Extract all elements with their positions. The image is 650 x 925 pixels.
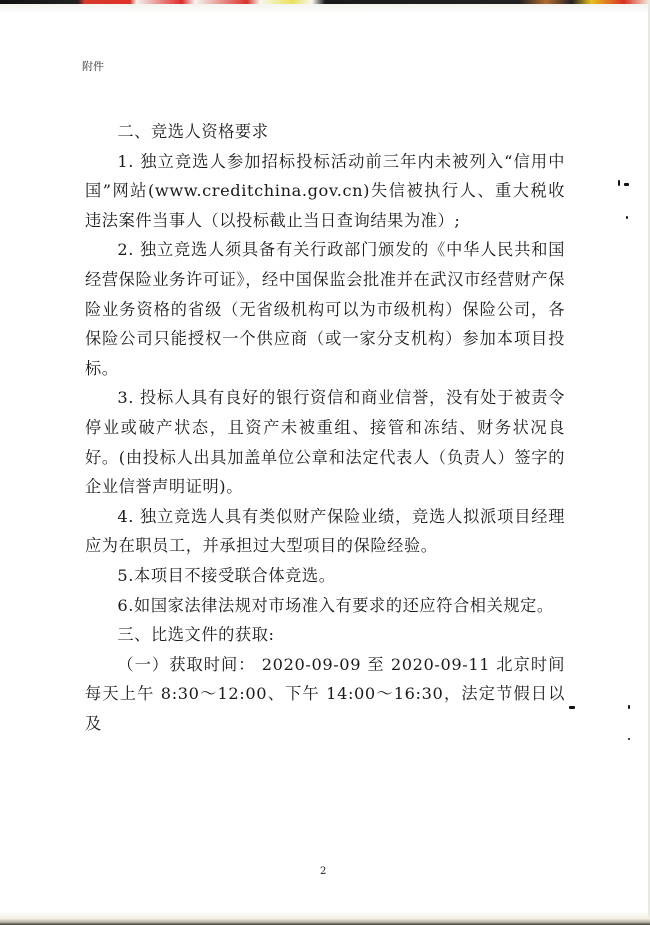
paragraph-requirement-2: 2. 独立竞选人须具备有关行政部门颁发的《中华人民共和国经营保险业务许可证》，经中国保监会批准并在武汉市经营财产保险业务资格的省级（无省级机构可以为市级机构）保险公司，各保险公司只能授权一个供应商（或一家分支机构）参加本项目投标。 (85, 240, 565, 378)
scan-edge-bottom (0, 911, 650, 925)
scan-speck (624, 183, 629, 186)
paragraph-requirement-4: 4. 独立竞选人具有类似财产保险业绩，竞选人拟派项目经理应为在职员工，并承担过大型项目的保险经验。 (85, 506, 565, 556)
paragraph-acquisition-time: （一）获取时间： 2020-09-09 至 2020-09-11 北京时间每天上午 8:30～12:00、下午 14:00～16:30，法定节假日以及 (85, 654, 565, 733)
paragraph-requirement-1: 1. 独立竞选人参加招标投标活动前三年内未被列入“信用中国”网站(www.creditchina.gov.cn)失信被执行人、重大税收违法案件当事人（以投标截止当日查询结果为准）; (85, 151, 565, 230)
paragraph-requirement-3: 3. 投标人具有良好的银行资信和商业信誉，没有处于被责令停业或破产状态，且资产未被重组、接管和冻结、财务状况良好。(由投标人出具加盖单位公章和法定代表人（负责人）签字的企业信誉声明证明)。 (85, 388, 565, 497)
paragraph-requirement-5: 5.本项目不接受联合体竞选。 (117, 565, 336, 585)
page-number: 2 (320, 866, 327, 877)
scan-speck (626, 216, 628, 219)
scan-speck (628, 705, 630, 709)
annex-label: 附件 (82, 60, 104, 73)
paragraph-requirement-6: 6.如国家法律法规对市场准入有要求的还应符合相关规定。 (117, 595, 554, 615)
section-heading-document-acquisition: 三、比选文件的获取: (117, 625, 275, 645)
scan-speck (618, 180, 620, 186)
document-body (85, 117, 565, 738)
scan-speck (628, 738, 630, 740)
section-heading-qualifications: 二、竞选人资格要求 (117, 122, 269, 141)
scan-speck (569, 706, 575, 709)
scan-shadow-top (0, 4, 650, 14)
